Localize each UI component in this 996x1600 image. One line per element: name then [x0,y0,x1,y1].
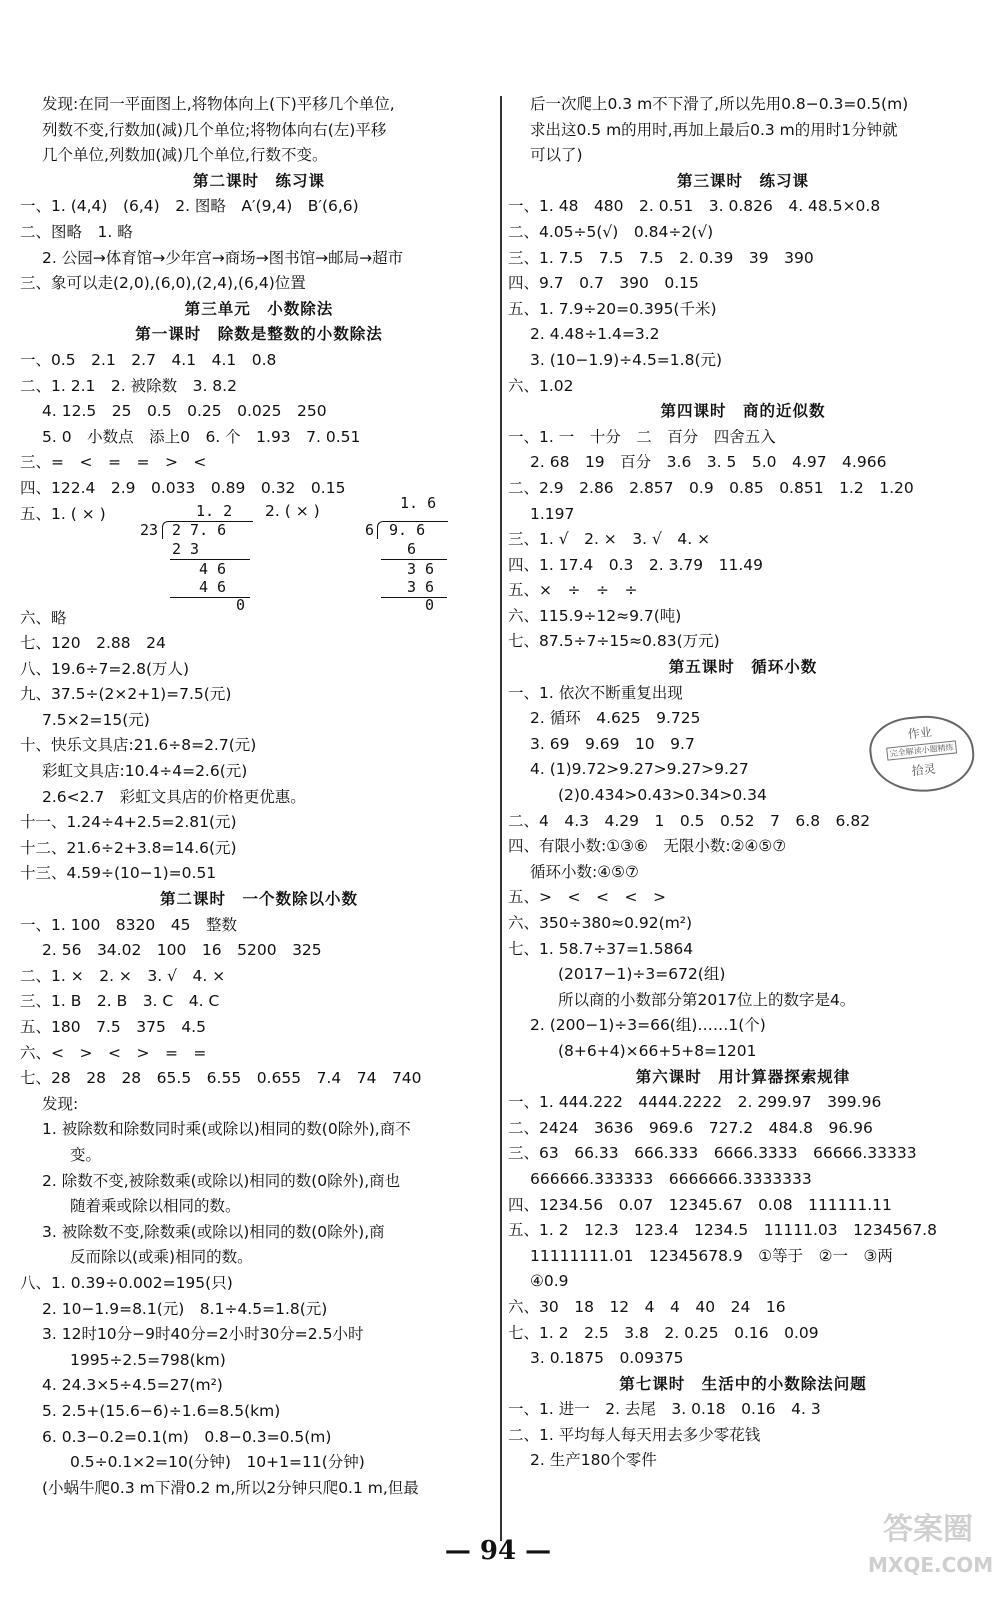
left-answers-part2 [20,606,498,1502]
division-bar [381,597,447,598]
answer-line: 二、2424 3636 969.6 727.2 484.8 96.96 [508,1118,873,1137]
answer-line: 列数不变,行数加(减)几个单位;将物体向右(左)平移 [42,120,387,139]
answer-line: 2. 68 19 百分 3.6 3. 5 5.0 4.97 4.966 [530,453,887,472]
answer-line: (2)0.434>0.43>0.34>0.34 [558,786,767,805]
answer-line: 九、37.5÷(2×2+1)=7.5(元) [20,685,232,704]
answer-line: 三、= < = = > < [20,453,207,472]
answer-line: 3. (10−1.9)÷4.5=1.8(元) [530,350,723,369]
section-heading: 第六课时 用计算器探索规律 [635,1067,851,1086]
section-heading: 第三课时 练习课 [676,171,809,190]
long-division-block [20,493,498,614]
answer-line: (2017−1)÷3=672(组) [558,965,726,984]
answer-line: 五、180 7.5 375 4.5 [20,1018,206,1036]
answer-line: 求出这0.5 m的用时,再加上最后0.3 m的用时1分钟就 [530,120,898,139]
answer-line: 2. 循环 4.625 9.725 [530,709,701,728]
answer-line: 六、< > < > = = [20,1043,207,1062]
answer-line: 八、1. 0.39÷0.002=195(只) [20,1273,233,1292]
answer-line: 七、28 28 28 65.5 6.55 0.655 7.4 74 740 [20,1069,422,1088]
answer-line: 六、350÷380≈0.92(m²) [508,914,693,932]
answer-line: 6. 0.3−0.2=0.1(m) 0.8−0.3=0.5(m) [42,1427,332,1446]
answer-line: 2. 10−1.9=8.1(元) 8.1÷4.5=1.8(元) [42,1299,328,1318]
section-heading: 第四课时 商的近似数 [660,402,826,421]
section-heading: 第七课时 生活中的小数除法问题 [619,1374,867,1393]
answer-line: 一、1. (4,4) (6,4) 2. 图略 A′(9,4) B′(6,6) [20,197,359,216]
answer-line: 四、122.4 2.9 0.033 0.89 0.32 0.15 [20,478,346,497]
answer-line: 变。 [70,1145,102,1164]
answer-line: 循环小数:④⑤⑦ [530,862,639,881]
answer-line: 3. 69 9.69 10 9.7 [530,734,695,753]
answer-line: 7.5×2=15(元) [42,710,150,729]
answer-line: 十、快乐文具店:21.6÷8=2.7(元) [20,736,257,755]
answer-line: 2. 公园→体育馆→少年宫→商场→图书馆→邮局→超市 [42,248,404,267]
answer-line: 11111111.01 12345678.9 ①等于 ②一 ③两 [530,1246,893,1265]
divisor: 6 [365,520,375,539]
answer-line: 三、1. B 2. B 3. C 4. C [20,992,220,1011]
answer-line: 4. (1)9.72>9.27>9.27>9.27 [530,760,749,779]
answer-line: 二、1. 平均每人每天用去多少零花钱 [508,1425,761,1444]
answer-line: 三、象可以走(2,0),(6,0),(2,4),(6,4)位置 [20,274,306,293]
remainder: 0 [425,595,435,614]
answer-line: 一、1. 一 十分 二 百分 四舍五入 [508,427,776,446]
stamp-top-text: 作业 [907,724,933,742]
watermark-url: MXQE.COM [868,1553,994,1577]
answer-line: 二、1. × 2. × 3. √ 4. × [20,966,226,985]
stamp-bottom-text: 拾灵 [910,761,937,779]
answer-line: 几个单位,列数加(减)几个单位,行数不变。 [42,146,328,165]
section-heading: 第一课时 除数是整数的小数除法 [135,325,383,344]
quotient: 1. 2 [196,501,233,520]
answer-line: 4. 24.3×5÷4.5=27(m²) [42,1376,223,1395]
remainder: 0 [236,595,246,614]
answer-line: 反而除以(或乘)相同的数。 [70,1248,253,1267]
answer-line: 四、1. 17.4 0.3 2. 3.79 11.49 [508,555,763,574]
answer-line: (小蜗牛爬0.3 m下滑0.2 m,所以2分钟只爬0.1 m,但最 [42,1478,419,1497]
answer-line: 六、30 18 12 4 4 40 24 16 [508,1297,786,1316]
answer-line: 5. 0 小数点 添上0 6. 个 1.93 7. 0.51 [42,427,361,446]
answer-line: 3. 被除数不变,除数乘(或除以)相同的数(0除外),商 [42,1222,385,1241]
answer-line: 2. (200−1)÷3=66(组)……1(个) [530,1016,766,1035]
answer-line: 一、1. 48 480 2. 0.51 3. 0.826 4. 48.5×0.8 [508,197,881,216]
section-heading: 第二课时 练习课 [192,171,325,190]
answer-line: 2.6<2.7 彩虹文具店的价格更优惠。 [42,787,306,806]
page-number: — 94 — [444,1536,552,1566]
left-column [20,92,498,1501]
answer-line: 四、9.7 0.7 390 0.15 [508,274,699,293]
answer-line: 十二、21.6÷2+3.8=14.6(元) [20,838,237,857]
answer-line: 四、有限小数:①③⑥ 无限小数:②④⑤⑦ [508,837,787,856]
answer-line: 一、1. 444.222 4444.2222 2. 299.97 399.96 [508,1093,882,1112]
answer-line: 发现:在同一平面图上,将物体向上(下)平移几个单位, [42,95,395,113]
stamp-middle-text: 完全解读小题精练 [886,740,957,760]
column-divider [500,96,502,1541]
answer-line: 六、略 [20,608,67,627]
section-heading: 第三单元 小数除法 [184,299,334,318]
q5-label-2: 2. ( × ) [265,501,320,520]
section-heading: 第五课时 循环小数 [668,658,818,677]
answer-line: 四、1234.56 0.07 12345.67 0.08 111111.11 [508,1195,892,1214]
partial-product: 6 [407,539,417,558]
answer-line: (8+6+4)×66+5+8=1201 [558,1041,757,1060]
answer-line: 666666.333333 6666666.3333333 [530,1169,812,1188]
answer-line: 六、1.02 [508,376,574,395]
answer-line: 1. 被除数和除数同时乘(或除以)相同的数(0除外),商不 [42,1120,411,1139]
answer-line: 一、1. 100 8320 45 整数 [20,915,237,934]
answer-line: 二、4.05÷5(√) 0.84÷2(√) [508,222,714,241]
dividend: 9. 6 [389,520,426,539]
answer-line: 二、2.9 2.86 2.857 0.9 0.85 0.851 1.2 1.20 [508,478,914,497]
dividend: 2 7. 6 [172,520,227,539]
answer-line: 发现: [42,1094,79,1113]
answer-line: 2. 4.48÷1.4=3.2 [530,325,660,344]
answer-line: 七、120 2.88 24 [20,634,166,653]
answer-line: 1.197 [530,504,575,523]
answer-line: 五、1. 2 12.3 123.4 1234.5 11111.03 1234567.8 [508,1221,937,1240]
partial-product: 2 3 [172,539,200,558]
answer-line: 五、1. 7.9÷20=0.395(千米) [508,299,717,318]
answer-line: 二、图略 1. 略 [20,222,133,241]
remainder: 3 6 [407,559,435,578]
answer-line: 2. 除数不变,被除数乘(或除以)相同的数(0除外),商也 [42,1171,401,1190]
answer-line: 可以了) [530,146,583,165]
divisor: 23 [140,520,159,539]
answer-line: 三、1. 7.5 7.5 7.5 2. 0.39 39 390 [508,248,814,267]
remainder: 4 6 [199,559,227,578]
answer-line: 随着乘或除以相同的数。 [70,1197,241,1216]
answer-line: 六、115.9÷12≈9.7(吨) [508,606,682,625]
answer-line: 一、1. 依次不断重复出现 [508,683,683,702]
partial-product: 4 6 [199,577,227,596]
answer-line: 七、1. 58.7÷37=1.5864 [508,939,694,958]
answer-line: 七、87.5÷7÷15≈0.83(万元) [508,632,720,651]
section-heading: 第二课时 一个数除以小数 [159,890,358,909]
answer-line: 三、63 66.33 666.333 6666.3333 66666.33333 [508,1144,917,1163]
answer-line: 二、4 4.3 4.29 1 0.5 0.52 7 6.8 6.82 [508,811,871,830]
answer-line: 八、19.6÷7=2.8(万人) [20,659,190,678]
answer-line: 3. 0.1875 0.09375 [530,1349,684,1368]
answer-line: 3. 12时10分−9时40分=2小时30分=2.5小时 [42,1325,364,1344]
answer-line: 彩虹文具店:10.4÷4=2.6(元) [42,762,248,781]
partial-product: 3 6 [407,577,435,596]
answer-line: 一、1. 进一 2. 去尾 3. 0.18 0.16 4. 3 [508,1400,821,1419]
quotient: 1. 6 [400,493,437,512]
answer-line: 0.5÷0.1×2=10(分钟) 10+1=11(分钟) [70,1453,365,1472]
answer-line: 4. 12.5 25 0.5 0.25 0.025 250 [42,402,327,421]
answer-line: 所以商的小数部分第2017位上的数字是4。 [558,990,856,1009]
watermark-logo-text: 答案圈 [883,1512,973,1547]
answer-line: 三、1. √ 2. × 3. √ 4. × [508,530,711,549]
answer-line: 二、1. 2.1 2. 被除数 3. 8.2 [20,376,237,395]
left-answers-part1 [20,92,498,502]
answer-line: 五、> < < < > [508,888,666,907]
answer-line: 十三、4.59÷(10−1)=0.51 [20,864,217,883]
answer-line: 5. 2.5+(15.6−6)÷1.6=8.5(km) [42,1401,281,1420]
answer-line: 十一、1.24÷4+2.5=2.81(元) [20,813,237,832]
q5-label-1: 五、1. ( × ) [20,504,106,523]
answer-line: 七、1. 2 2.5 3.8 2. 0.25 0.16 0.09 [508,1323,819,1342]
answer-line: 一、0.5 2.1 2.7 4.1 4.1 0.8 [20,350,277,369]
answer-line: 1995÷2.5=798(km) [70,1350,226,1369]
answer-line: 后一次爬上0.3 m不下滑了,所以先用0.8−0.3=0.5(m) [530,95,909,113]
answer-line: 2. 56 34.02 100 16 5200 325 [42,941,322,960]
answer-line: 2. 生产180个零件 [530,1451,657,1470]
answer-line: 五、× ÷ ÷ ÷ [508,581,638,600]
answer-line: ④0.9 [530,1272,569,1291]
